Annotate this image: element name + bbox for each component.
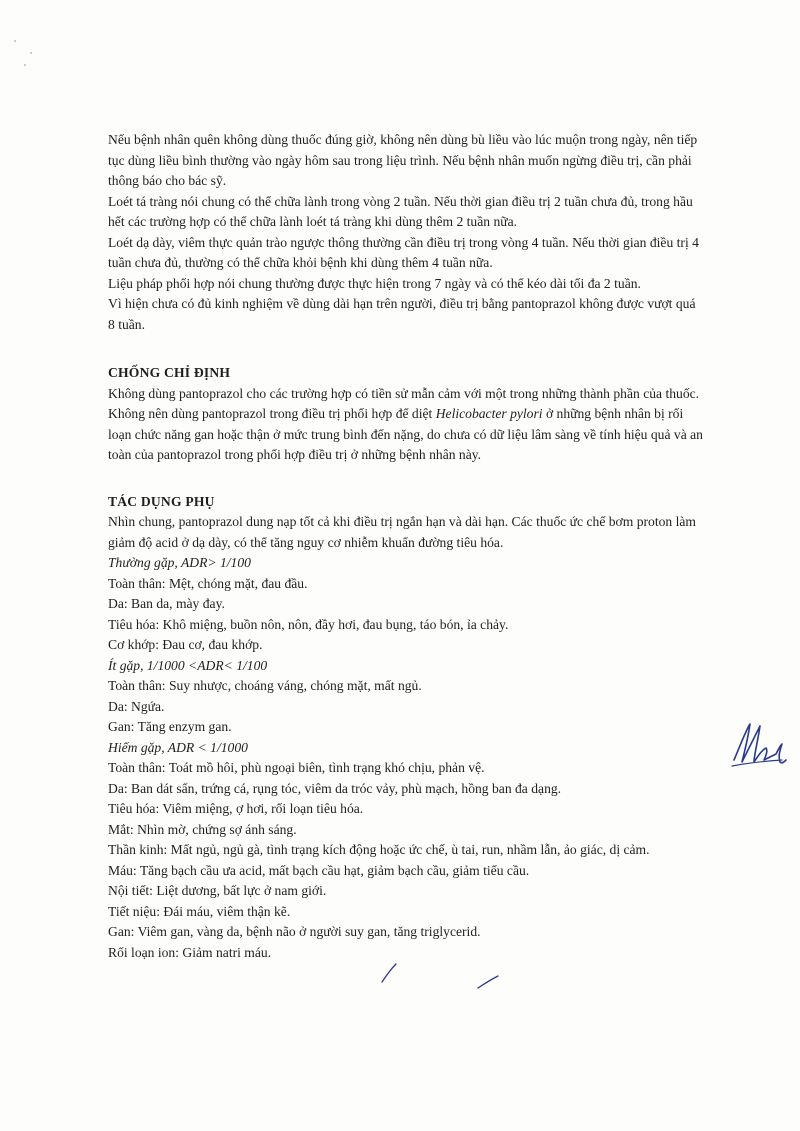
contraindications-paragraph-hp: Không nên dùng pantoprazol trong điều trị phối hợp để diệt Helicobacter pylori ở những bệnh nhân bị rối loạn chức năng gan hoặc thận ở mức trung bình đến nặng, do chưa có dữ liệu lâm sàng về tính hiệu quả và an toàn của pantoprazol trong phối hợp điều trị ở những bệnh nhân này.	[108, 406, 703, 462]
effect-item: Toàn thân: Toát mồ hôi, phù ngoại biên, tình trạng khó chịu, phản vệ.	[108, 760, 485, 775]
side-effects-heading: TÁC DỤNG PHỤ	[108, 493, 215, 509]
effect-item: Tiết niệu: Đái máu, viêm thận kẽ.	[108, 903, 291, 919]
effect-item: Thần kinh: Mất ngủ, ngủ gà, tình trạng kích động hoặc ức chế, ù tai, run, nhầm lẫn, ảo giác, dị cảm.	[108, 842, 650, 857]
contraindications-section	[108, 363, 704, 466]
document-body	[108, 130, 704, 963]
effect-item: Máu: Tăng bạch cầu ưa acid, mất bạch cầu hạt, giảm bạch cầu, giảm tiểu cầu.	[108, 862, 530, 878]
effect-item: Gan: Viêm gan, vàng da, bệnh não ở người suy gan, tăng triglycerid.	[108, 924, 481, 939]
effect-item: Toàn thân: Suy nhược, choáng váng, chóng mặt, mất ngủ.	[108, 678, 422, 693]
effect-item: Da: Ban da, mày đay.	[108, 596, 225, 611]
side-effects-intro: Nhìn chung, pantoprazol dung nạp tốt cả khi điều trị ngắn hạn và dài hạn. Các thuốc ức chế bơm proton làm giảm độ acid ở dạ dày, có thể tăng nguy cơ nhiễm khuẩn đường tiêu hóa.	[108, 514, 696, 550]
effect-item: Da: Ngứa.	[108, 698, 165, 714]
effect-item: Da: Ban dát sẩn, trứng cá, rụng tóc, viêm da tróc vảy, phù mạch, hồng ban đa dạng.	[108, 780, 562, 796]
bacteria-name: Helicobacter pylori	[435, 406, 543, 421]
common-effects-label: Thường gặp, ADR> 1/100	[108, 555, 251, 570]
dosage-paragraph: Nếu bệnh nhân quên không dùng thuốc đúng giờ, không nên dùng bù liều vào lúc muộn trong ngày, nên tiếp tục dùng liều bình thường vào ngày hôm sau trong liệu trình. Nếu bệnh nhân muốn ngừng điều trị, cần phải thông báo cho bác sỹ.	[108, 132, 698, 188]
effect-item: Nội tiết: Liệt dương, bất lực ở nam giới.	[108, 883, 327, 898]
dosage-paragraph: Liệu pháp phối hợp nói chung thường được thực hiện trong 7 ngày và có thể kéo dài tối đa 2 tuần.	[108, 275, 641, 291]
rare-effects-label: Hiếm gặp, ADR < 1/1000	[108, 739, 248, 755]
handwritten-initials-signature	[728, 716, 788, 772]
dosage-section	[108, 130, 704, 335]
side-effects-section	[108, 492, 704, 964]
effect-item: Toàn thân: Mệt, chóng mặt, đau đầu.	[108, 575, 308, 591]
dosage-paragraph: Vì hiện chưa có đủ kinh nghiệm về dùng dài hạn trên người, điều trị bằng pantoprazol không được vượt quá 8 tuần.	[108, 296, 696, 332]
effect-item: Tiêu hóa: Khô miệng, buồn nôn, nôn, đầy hơi, đau bụng, táo bón, ỉa chảy.	[108, 616, 509, 632]
dosage-paragraph: Loét dạ dày, viêm thực quản trào ngược thông thường cần điều trị trong vòng 4 tuần. Nếu thời gian điều trị 4 tuần chưa đủ, thường có thể chữa khỏi bệnh khi dùng thêm 4 tuần nữa.	[108, 234, 699, 270]
effect-item: Rối loạn ion: Giảm natri máu.	[108, 944, 272, 960]
effect-item: Gan: Tăng enzym gan.	[108, 719, 232, 734]
pen-dash-mark	[476, 974, 500, 990]
pen-tick-mark	[380, 962, 400, 984]
dosage-paragraph: Loét tá tràng nói chung có thể chữa lành trong vòng 2 tuần. Nếu thời gian điều trị 2 tuần chưa đủ, trong hầu hết các trường hợp có thể chữa lành loét tá tràng khi dùng thêm 2 tuần nữa.	[108, 193, 693, 229]
effect-item: Cơ khớp: Đau cơ, đau khớp.	[108, 637, 263, 652]
contraindications-paragraph: Không dùng pantoprazol cho các trường hợp có tiền sử mẫn cảm với một trong những thành phần của thuốc.	[108, 385, 700, 401]
effect-item: Tiêu hóa: Viêm miệng, ợ hơi, rối loạn tiêu hóa.	[108, 801, 364, 816]
uncommon-effects-label: Ít gặp, 1/1000 <ADR< 1/100	[108, 657, 268, 673]
contraindications-heading: CHỐNG CHỈ ĐỊNH	[108, 365, 231, 380]
effect-item: Mắt: Nhìn mờ, chứng sợ ánh sáng.	[108, 821, 297, 837]
